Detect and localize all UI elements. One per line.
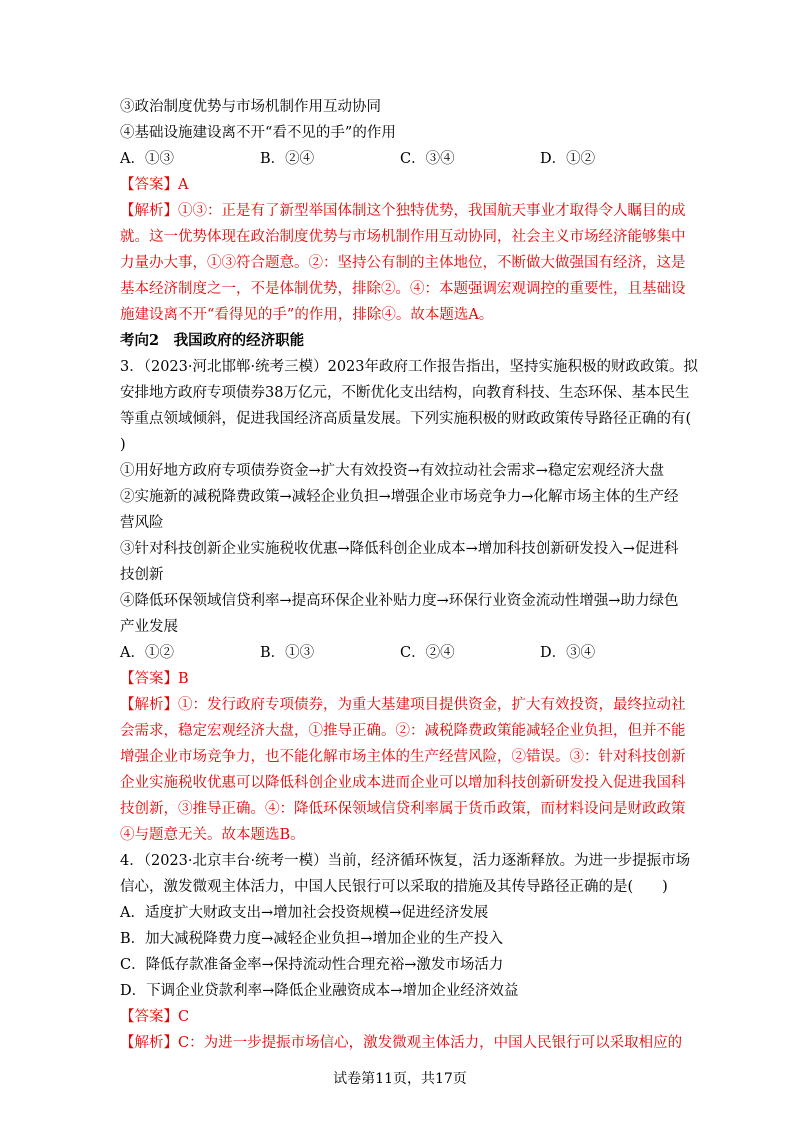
q3-stem-line: 3．（2023·河北邯郸·统考三模）2023年政府工作报告指出，坚持实施积极的财政政策。拟 [120, 359, 698, 375]
q3-item: ④降低环保领域信贷利率→提高环保企业补贴力度→环保行业资金流动性增强→助力绿色 [120, 593, 679, 609]
q2-analysis-line: 就。这一优势体现在政治制度优势与市场机制作用互动协同，社会主义市场经济能够集中 [120, 229, 686, 245]
q3-options [120, 640, 690, 666]
q2-option-a: A．①③ [120, 151, 174, 167]
q2-item-3: ③政治制度优势与市场机制作用互动协同 [120, 99, 381, 115]
q3-analysis-line: ④与题意无关。故本题选B。 [120, 827, 305, 843]
q2-option-c: C．③④ [400, 151, 455, 167]
q3-option-c: C．②④ [400, 645, 455, 661]
q3-answer: 【答案】B [120, 671, 189, 687]
q4-options [120, 900, 690, 1004]
q3-analysis-line: 企业实施税收优惠可以降低科创企业成本进而企业可以增加科技创新研发投入促进我国科 [120, 775, 686, 791]
q4-option-b: B．加大减税降费力度→减轻企业负担→增加企业的生产投入 [120, 931, 503, 947]
q4-option-c: C．降低存款准备金率→保持流动性合理充裕→激发市场活力 [120, 957, 504, 973]
q4-analysis [120, 1030, 690, 1056]
q2-analysis-line: 【解析】①③：正是有了新型举国体制这个独特优势，我国航天事业才取得令人瞩目的成 [120, 203, 686, 219]
q3-stem-line: ) [120, 437, 126, 453]
q2-options [120, 146, 690, 172]
q3-analysis-line: 【解析】①：发行政府专项债券，为重大基建项目提供资金，扩大有效投资，最终拉动社 [120, 697, 686, 713]
q2-item-4: ④基础设施建设离不开“看不见的手”的作用 [120, 125, 396, 141]
q2-answer: 【答案】A [120, 177, 189, 193]
q4-option-d: D．下调企业贷款利率→降低企业融资成本→增加企业经济效益 [120, 983, 519, 999]
q3-analysis-line: 技创新，③推导正确。④：降低环保领域信贷利率属于货币政策，而材料设问是财政政策 [120, 801, 686, 817]
q3-item: ①用好地方政府专项债券资金→扩大有效投资→有效拉动社会需求→稳定宏观经济大盘 [120, 463, 664, 479]
q4-stem [120, 848, 690, 900]
q2-analysis [120, 198, 690, 328]
q3-item: ②实施新的减税降费政策→减轻企业负担→增强企业市场竞争力→化解市场主体的生产经 [120, 489, 679, 505]
q3-item: ③针对科技创新企业实施税收优惠→降低科创企业成本→增加科技创新研发投入→促进科 [120, 541, 679, 557]
q3-stem-line: 等重点领域倾斜，促进我国经济高质量发展。下列实施积极的财政政策传导路径正确的有( [120, 411, 692, 427]
q4-analysis-line: 【解析】C：为进一步提振市场信心，激发微观主体活力，中国人民银行可以采取相应的 [120, 1035, 683, 1051]
q3-option-b: B．①③ [260, 645, 315, 661]
q3-option-d: D．③④ [540, 645, 596, 661]
q2-analysis-line: 施建设离不开“看得见的手”的作用，排除④。故本题选A。 [120, 307, 494, 323]
q3-stem-line: 安排地方政府专项债券38万亿元，不断优化支出结构，向教育科技、生态环保、基本民生 [120, 385, 690, 401]
q3-analysis-line: 会需求，稳定宏观经济大盘，①推导正确。②：减税降费政策能减轻企业负担，但并不能 [120, 723, 686, 739]
q4-stem-line: 信心，激发微观主体活力，中国人民银行可以采取的措施及其传导路径正确的是( ) [120, 879, 668, 895]
q3-items [120, 458, 690, 640]
q3-analysis-line: 增强企业市场竞争力，也不能化解市场主体的生产经营风险，②错误。③：针对科技创新 [120, 749, 686, 765]
q3-analysis [120, 692, 690, 848]
q3-option-a: A．①② [120, 645, 174, 661]
q2-option-d: D．①② [540, 151, 596, 167]
q2-option-b: B．②④ [260, 151, 315, 167]
q3-item: 营风险 [120, 515, 164, 531]
q3-stem [120, 354, 698, 458]
page-footer: 试卷第11页，共17页 [333, 1071, 467, 1087]
q4-stem-line: 4．（2023·北京丰台·统考一模）当前，经济循环恢复，活力逐渐释放。为进一步提振市场 [120, 853, 691, 869]
q2-analysis-line: 力量办大事，①③符合题意。②：坚持公有制的主体地位，不断做大做强国有经济，这是 [120, 255, 686, 271]
q3-item: 产业发展 [120, 619, 178, 635]
q4-answer: 【答案】C [120, 1009, 190, 1025]
q4-option-a: A．适度扩大财政支出→增加社会投资规模→促进经济发展 [120, 905, 489, 921]
q3-item: 技创新 [120, 567, 164, 583]
page-content [120, 94, 698, 1056]
q2-analysis-line: 基本经济制度之一，不是体制优势，排除②。④：本题强调宏观调控的重要性，且基础设 [120, 281, 686, 297]
section-heading: 考向2 我国政府的经济职能 [120, 332, 305, 349]
